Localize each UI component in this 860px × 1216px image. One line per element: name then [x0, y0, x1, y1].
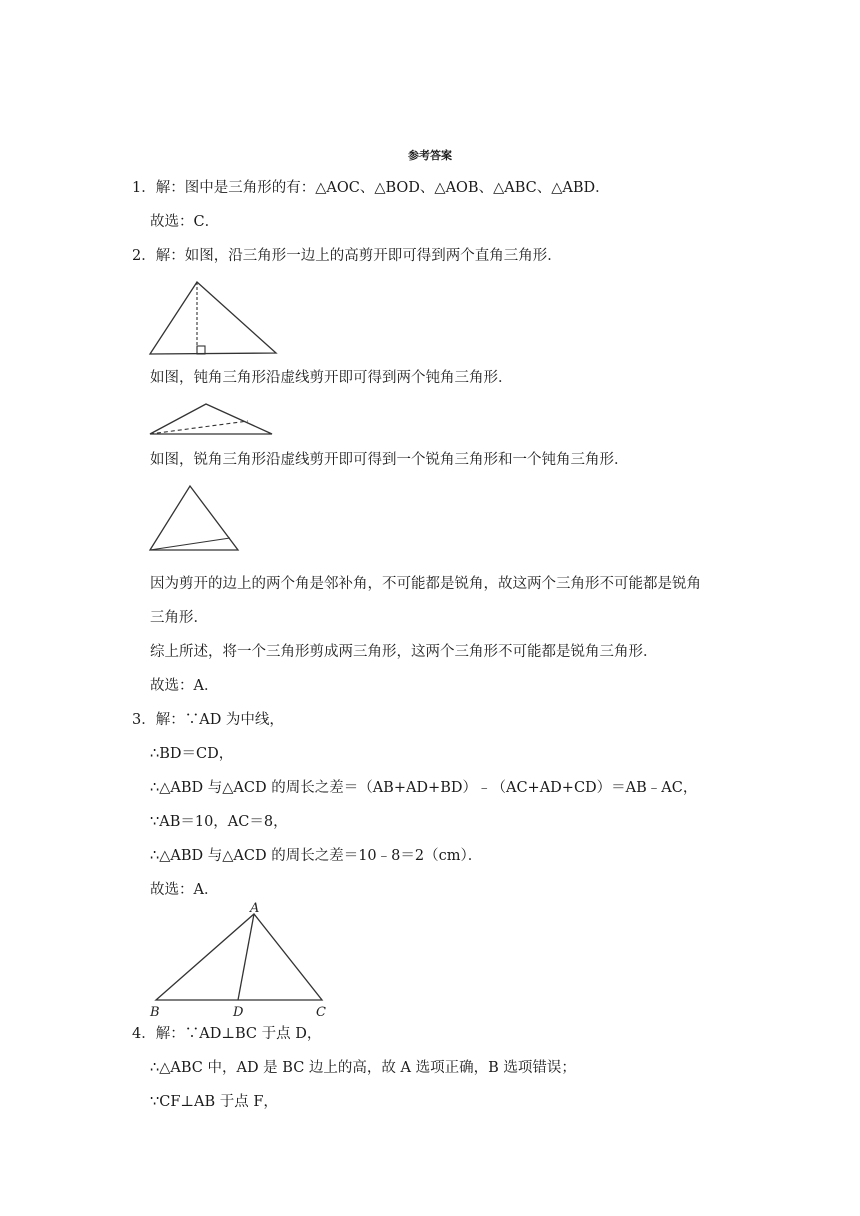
answer-3-step-3: ∵AB＝10，AC＝8， [150, 814, 288, 830]
obtuse-triangle-figure [148, 402, 274, 438]
answer-2-reason-cont: 三角形． [150, 610, 208, 626]
label-d: D [233, 1005, 244, 1020]
answer-2: 2．解：如图，沿三角形一边上的高剪开即可得到两个直角三角形． [132, 248, 562, 264]
right-triangle-figure [148, 280, 278, 358]
answer-2-summary: 综上所述，将一个三角形剪成两三角形，这两个三角形不可能都是锐角三角形． [150, 644, 658, 660]
page-title: 参考答案 [408, 149, 452, 162]
label-c: C [316, 1005, 326, 1020]
acute-triangle-figure [148, 484, 242, 554]
answer-4: 4．解：∵AD⊥BC 于点 D， [132, 1026, 322, 1042]
answer-2-obtuse: 如图，钝角三角形沿虚线剪开即可得到两个钝角三角形． [150, 370, 513, 386]
answer-3-step-1: ∴BD＝CD， [150, 746, 234, 762]
answer-2-choice: 故选：A． [150, 678, 219, 694]
answer-4-step-2: ∵CF⊥AB 于点 F， [150, 1094, 278, 1110]
answer-3-step-4: ∴△ABD 与△ACD 的周长之差＝10﹣8＝2（cm）． [150, 848, 483, 864]
answer-1: 1．解：图中是三角形的有：△AOC、△BOD、△AOB、△ABC、△ABD． [132, 180, 610, 196]
label-b: B [150, 1005, 160, 1020]
answer-3: 3．解：∵AD 为中线， [132, 712, 284, 728]
answer-4-step-1: ∴△ABC 中，AD 是 BC 边上的高，故 A 选项正确，B 选项错误； [150, 1060, 576, 1076]
answer-2-acute: 如图，锐角三角形沿虚线剪开即可得到一个锐角三角形和一个钝角三角形． [150, 452, 629, 468]
answer-3-choice: 故选：A． [150, 882, 219, 898]
median-triangle-figure [146, 900, 330, 1020]
label-a: A [250, 901, 260, 916]
answer-1-choice: 故选：C． [150, 214, 220, 230]
answer-3-step-2: ∴△ABD 与△ACD 的周长之差＝（AB+AD+BD）﹣（AC+AD+CD）＝AB﹣AC， [150, 780, 698, 796]
answer-2-reason: 因为剪开的边上的两个角是邻补角，不可能都是锐角，故这两个三角形不可能都是锐角 [150, 576, 701, 592]
